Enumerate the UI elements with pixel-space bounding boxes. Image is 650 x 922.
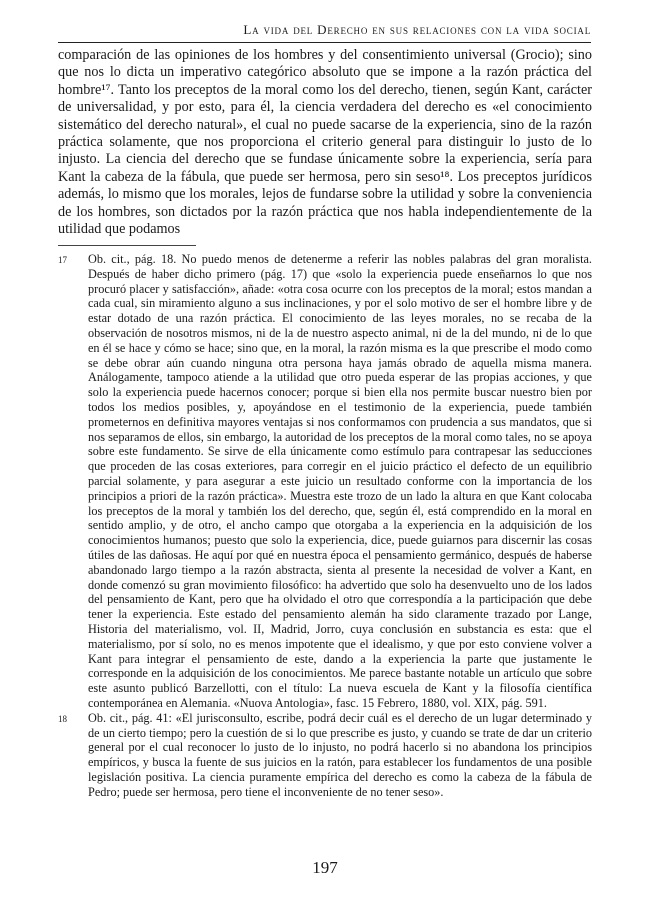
footnote-18 xyxy=(58,711,592,800)
body-paragraph: comparación de las opiniones de los hombres y del consentimiento universal (Grocio); sino que nos lo dicta un imperativo categórico absoluto que se impone a la razón práctica del hombre¹⁷. Tanto los preceptos de la moral como los del derecho, tienen, según Kant, carácter de universalidad, y por esto, para él, la ciencia verdadera del derecho es «el conocimiento sistemático del derecho natural», el cual no puede sacarse de la experiencia, sino de la razón práctica solamente, que nos proporciona el criterio general para distinguir lo justo de lo injusto. La ciencia del derecho que se fundase únicamente sobre la experiencia, sería para Kant la cabeza de la fábula, que puede ser hermosa, pero sin seso¹⁸. Los preceptos jurídicos además, lo mismo que los morales, lejos de fundarse sobre la utilidad y sobre la conveniencia de los hombres, son dictados por la razón práctica que nos habla independientemente de la utilidad que podamos xyxy=(58,47,592,238)
running-header xyxy=(58,20,591,43)
main-text xyxy=(58,47,592,238)
page-number: 197 xyxy=(312,858,338,877)
footnotes xyxy=(58,252,592,799)
footnote-17 xyxy=(58,252,592,711)
footnote-text: Ob. cit., pág. 18. No puedo menos de detenerme a referir las nobles palabras del gran moralista. Después de haber dicho primero (pág. 17) que «solo la experiencia puede enseñarnos lo que nos procuró placer y satisfacción», añade: «otra cosa ocurre con los preceptos de la moral; estos mandan a cada cual, sin miramiento alguno a sus inclinaciones, y por el solo motivo de ser el hombre libre y de estar dotado de una razón práctica. El conocimiento de las leyes morales, no se recaba de la observación de nosotros mismos, ni de la de nuestro aspecto animal, ni de la del mundo, ni de lo que en él se hace y cómo se hace; sino que, en la moral, la razón misma es la que prescribe el modo como se debe obrar aún cuando ninguna otra persona haya jamás obrado de aquella misma manera. Análogamente, tampoco atiende a la utilidad que otro pueda esperar de las propias acciones, y que solo la experiencia puede hacernos conocer; porque si bien ella nos permite buscar nuestro bien por todos los medios posibles, y, apoyándose en el testimonio de la experiencia, puede también prometernos en definitiva mayores ventajas si nos conformamos con prudencia a sus mandatos, que si nos separamos de ellos, sin embargo, la autoridad de los preceptos de la moral como tales, no se apoya sobre este fundamento. Se sirve de ella únicamente como estímulo para contrapesar las seducciones que proceden de las cosas exteriores, para corregir en el juicio práctico el defecto de un equilibrio parcial solamente, y para asegurar a este juicio un resultado conforme con la importancia de los principios a priori de la razón práctica». Muestra este trozo de un lado la altura en que Kant colocaba los preceptos de la moral y también los del derecho, que, según él, está comprendido en la moral en sentido amplio, y de otro, el ancho campo que otorgaba a la experiencia en la adquisición de los conocimientos humanos; puesto que solo la experiencia, dice, puede guiarnos para discernir las cosas útiles de las dañosas. He aquí por qué en nuestra época el pensamiento germánico, después de haberse abandonado largo tiempo a la razón abstracta, sienta al presente la necesidad de volver a Kant, en donde comenzó su gran movimiento filosófico: ha advertido que solo ha desenvuelto uno de los lados del pensamiento de Kant, pero que ha olvidado el otro que correspondía a la participación que debe tener la experiencia. Este estado del pensamiento alemán ha sido claramente trazado por Lange, Historia del materialismo, vol. II, Madrid, Jorro, cuya conclusión en substancia es esta: que el materialismo, por sí solo, no es menos impotente que el idealismo, y que por esto conviene volver a Kant para integrar el pensamiento de este, dando a la experiencia la parte que justamente le corresponde en la adquisición de los conocimientos. Me parece bastante notable un artículo que sobre este asunto publicó Barzellotti, con el título: La nueva escuela de Kant y la filosofía científica contemporánea en Alemania. «Nuova Antologia», fasc. 15 Febrero, 1880, vol. XIX, pág. 591. xyxy=(88,252,592,710)
footnote-number: 17 xyxy=(58,255,67,265)
footnote-number: 18 xyxy=(58,713,67,724)
footnote-separator xyxy=(58,245,196,246)
footnote-text: Ob. cit., pág. 41: «El jurisconsulto, escribe, podrá decir cuál es el derecho de un lugar determinado y de un cierto tiempo; pero la cuestión de si lo que prescribe es justo, y cuando se trate de dar un criterio general por el cual reconocer lo justo de lo injusto, no podrá hacerlo si no abandona los principios empíricos, y busca la fuente de sus juicios en la ratón, para establecer los fundamentos de una posible legislación positiva. La ciencia puramente empírica del derecho es como la cabeza de la fábula de Pedro; puede ser hermosa, pero tiene el inconveniente de no tener seso». xyxy=(88,710,592,799)
running-title: La vida del Derecho en sus relaciones con la vida social xyxy=(243,22,591,37)
